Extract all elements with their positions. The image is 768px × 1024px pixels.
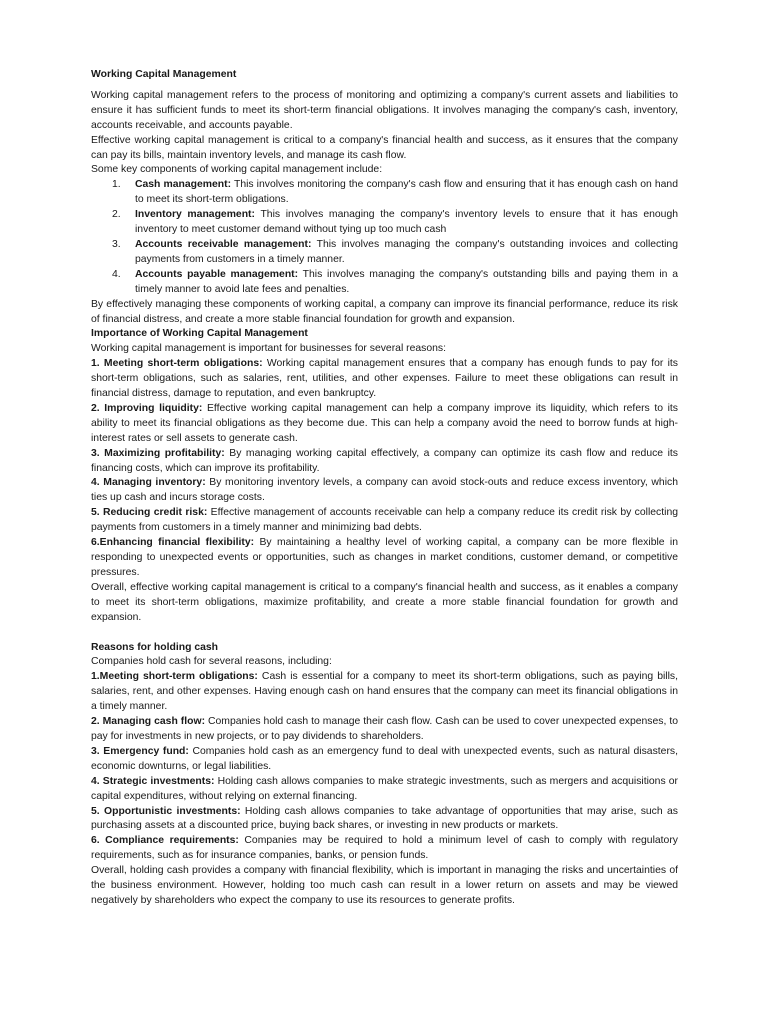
item-text: By managing working capital effectively, a company can optimize its cash flow and reduce its financing costs, which can improve its profitability.	[91, 447, 678, 474]
item-text: This involves managing the company's outstanding invoices and collecting payments from customers in a timely manner.	[135, 238, 678, 265]
list-number: 4.	[112, 268, 121, 280]
item-label: Accounts payable management:	[135, 268, 299, 280]
item-text: Working capital management ensures that a company has enough funds to pay for its short-term obligations, such as salaries, rent, utilities, and other expenses. Failure to meet these obligations can result in financial distress, damage to reputation, and even bankruptcy.	[91, 358, 678, 400]
section-summary: Overall, holding cash provides a company with financial flexibility, which is important in managing the risks and uncertainties of the business environment. However, holding too much cash can result in a lower return on assets and may be viewed negatively by shareholders who expect the company to use its resources to generate profits.	[91, 865, 678, 906]
list-item	[91, 178, 678, 208]
item-text: This involves monitoring the company's cash flow and ensuring that it has enough cash on hand to meet its short-term obligations.	[135, 179, 678, 206]
section-intro: Working capital management is important for businesses for several reasons:	[91, 343, 446, 355]
item-text: Companies hold cash to manage their cash flow. Cash can be used to cover unexpected expenses, to pay for investments in new projects, or to pay dividends to shareholders.	[91, 716, 679, 742]
reason-item	[91, 447, 678, 477]
item-text: Companies hold cash as an emergency fund to deal with unexpected events, such as natural disasters, economic downturns, or legal liabilities.	[91, 745, 678, 772]
list-number: 3.	[112, 238, 121, 250]
item-text: By monitoring inventory levels, a company can avoid stock-outs and reduce excess inventory, which ties up cash and incurs storage costs.	[91, 477, 678, 504]
list-item	[91, 208, 678, 238]
reason-item	[91, 506, 678, 536]
item-label: 1. Meeting short-term obligations:	[91, 358, 263, 370]
list-number: 2.	[112, 209, 121, 221]
item-label: 2. Managing cash flow:	[91, 716, 206, 728]
section-summary: Overall, effective working capital management is critical to a company's financial health and success, as it enables a company to meet its short-term obligations, maximize profitability, and create a more stable financial foundation for growth and expansion.	[91, 581, 678, 623]
item-label: 6. Compliance requirements:	[91, 835, 239, 847]
item-label: 3. Emergency fund:	[91, 745, 189, 757]
section-heading: Reasons for holding cash	[91, 641, 219, 653]
section-intro: Companies hold cash for several reasons, including:	[91, 656, 332, 668]
intro-paragraph: Some key components of working capital management include:	[91, 164, 383, 176]
item-label: 5. Reducing credit risk:	[91, 507, 208, 519]
item-text: This involves managing the company's outstanding bills and paying them in a timely manner to avoid late fees and penalties.	[135, 268, 678, 295]
reason-item	[91, 805, 678, 835]
item-text: Holding cash allows companies to make strategic investments, such as mergers and acquisitions or capital expenditures, without relying on external financing.	[91, 775, 678, 802]
reason-item	[91, 775, 678, 805]
item-label: Inventory management:	[135, 209, 255, 221]
components-list	[91, 178, 678, 297]
item-text: Holding cash allows companies to take advantage of opportunities that may arise, such as purchasing assets at a discounted price, buying back shares, or investing in new products or markets.	[91, 805, 678, 832]
reason-item	[91, 536, 678, 581]
document-page	[91, 68, 678, 909]
intro-paragraph: Effective working capital management is critical to a company's financial health and success, as it ensures that the company can pay its bills, maintain inventory levels, and manage its cash flow.	[91, 134, 678, 161]
document-title: Working Capital Management	[91, 69, 237, 80]
item-label: Cash management:	[135, 179, 232, 191]
reason-item	[91, 834, 678, 864]
reason-item	[91, 357, 678, 402]
list-item	[91, 268, 678, 298]
paragraph-gap	[91, 626, 678, 641]
reason-item	[91, 745, 678, 775]
item-text: Effective management of accounts receivable can help a company reduce its credit risk by collecting payments from customers in a timely manner and minimizing bad debts.	[91, 507, 678, 534]
item-label: 1.Meeting short-term obligations:	[91, 671, 258, 683]
item-text: This involves managing the company's inventory levels to ensure that it has enough inventory to meet customer demand without tying up too much cash	[135, 209, 678, 236]
item-text: By maintaining a healthy level of working capital, a company can be more flexible in responding to unexpected events or opportunities, such as changes in market conditions, customer demand, or competitive pressures.	[91, 537, 678, 578]
reason-item	[91, 476, 678, 506]
item-text: Cash is essential for a company to meet its short-term obligations, such as paying bills, salaries, rent, and other expenses. Having enough cash on hand ensures that the company can meet its financial obligations in a timely manner.	[91, 671, 678, 713]
components-summary: By effectively managing these components of working capital, a company can improve its financial performance, reduce its risk of financial distress, and create a more stable financial foundation for growth and expansion.	[91, 298, 678, 325]
item-text: Companies may be required to hold a minimum level of cash to comply with regulatory requirements, such as for insurance companies, banks, or pension funds.	[91, 835, 678, 862]
list-item	[91, 238, 678, 268]
intro-paragraph: Working capital management refers to the process of monitoring and optimizing a company's current assets and liabilities to ensure it has sufficient funds to meet its short-term financial obligations. It involves managing the company's cash, inventory, accounts receivable, and accounts payable.	[91, 89, 678, 131]
item-text: Effective working capital management can help a company improve its liquidity, which refers to its ability to meet its financial obligations as they become due. This can help a company avoid the need to borrow funds at high-interest rates or sell assets to generate cash.	[91, 402, 678, 444]
item-label: 3. Maximizing profitability:	[91, 447, 225, 459]
item-label: 2. Improving liquidity:	[91, 402, 203, 414]
item-label: 4. Strategic investments:	[91, 775, 215, 787]
item-label: Accounts receivable management:	[135, 238, 312, 250]
reason-item	[91, 715, 678, 745]
section-heading: Importance of Working Capital Management	[91, 328, 308, 340]
item-label: 4. Managing inventory:	[91, 477, 206, 489]
list-number: 1.	[112, 179, 121, 191]
item-label: 6.Enhancing financial flexibility:	[91, 537, 255, 549]
reason-item	[91, 670, 678, 715]
item-label: 5. Opportunistic investments:	[91, 805, 241, 817]
reason-item	[91, 402, 678, 447]
